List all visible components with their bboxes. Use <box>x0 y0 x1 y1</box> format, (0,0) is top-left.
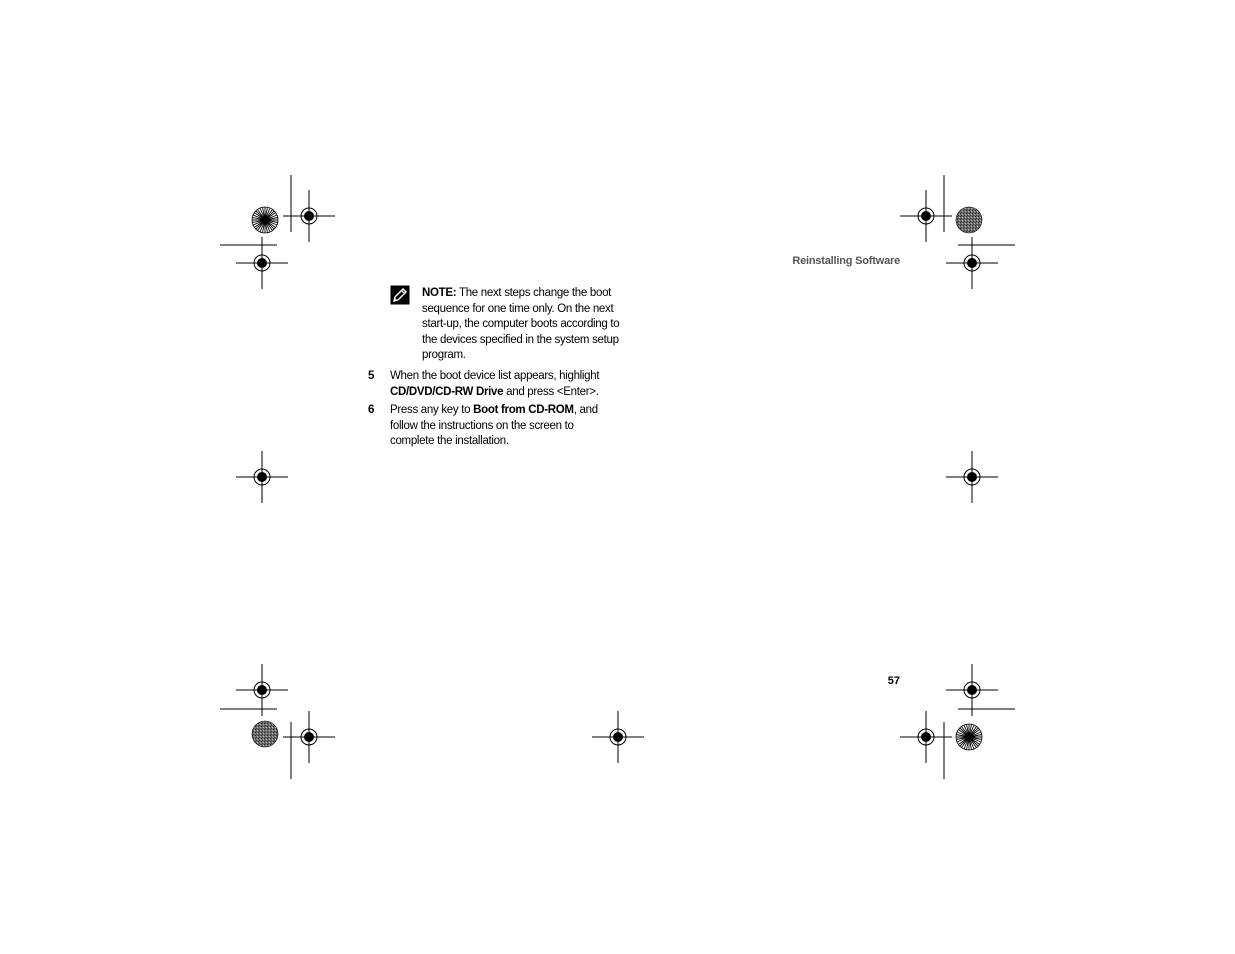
page-number: 57 <box>887 675 900 687</box>
running-head: Reinstalling Software <box>792 255 900 267</box>
step-emphasis: CD/DVD/CD-RW Drive <box>390 385 504 398</box>
note-pencil-icon <box>390 285 410 305</box>
step-number: 6 <box>368 404 375 416</box>
step-text-after: , and follow the instructions on the screen to complete the installation. <box>390 404 598 447</box>
note-label: NOTE: <box>422 287 457 299</box>
step-emphasis: Boot from CD-ROM <box>473 404 574 416</box>
step-number: 5 <box>368 370 375 382</box>
step-text <box>390 403 620 450</box>
step-text-after: and press <Enter>. <box>503 385 599 398</box>
step-text-before: Press any key to <box>390 404 474 416</box>
step-text <box>390 369 620 400</box>
note-paragraph <box>422 286 622 364</box>
step-text-before: When the boot device list appears, highlight <box>390 370 600 382</box>
note-text: The next steps change the boot sequence for one time only. On the next start-up, the computer boots according to the devices specified in the system setup program. <box>422 287 620 361</box>
